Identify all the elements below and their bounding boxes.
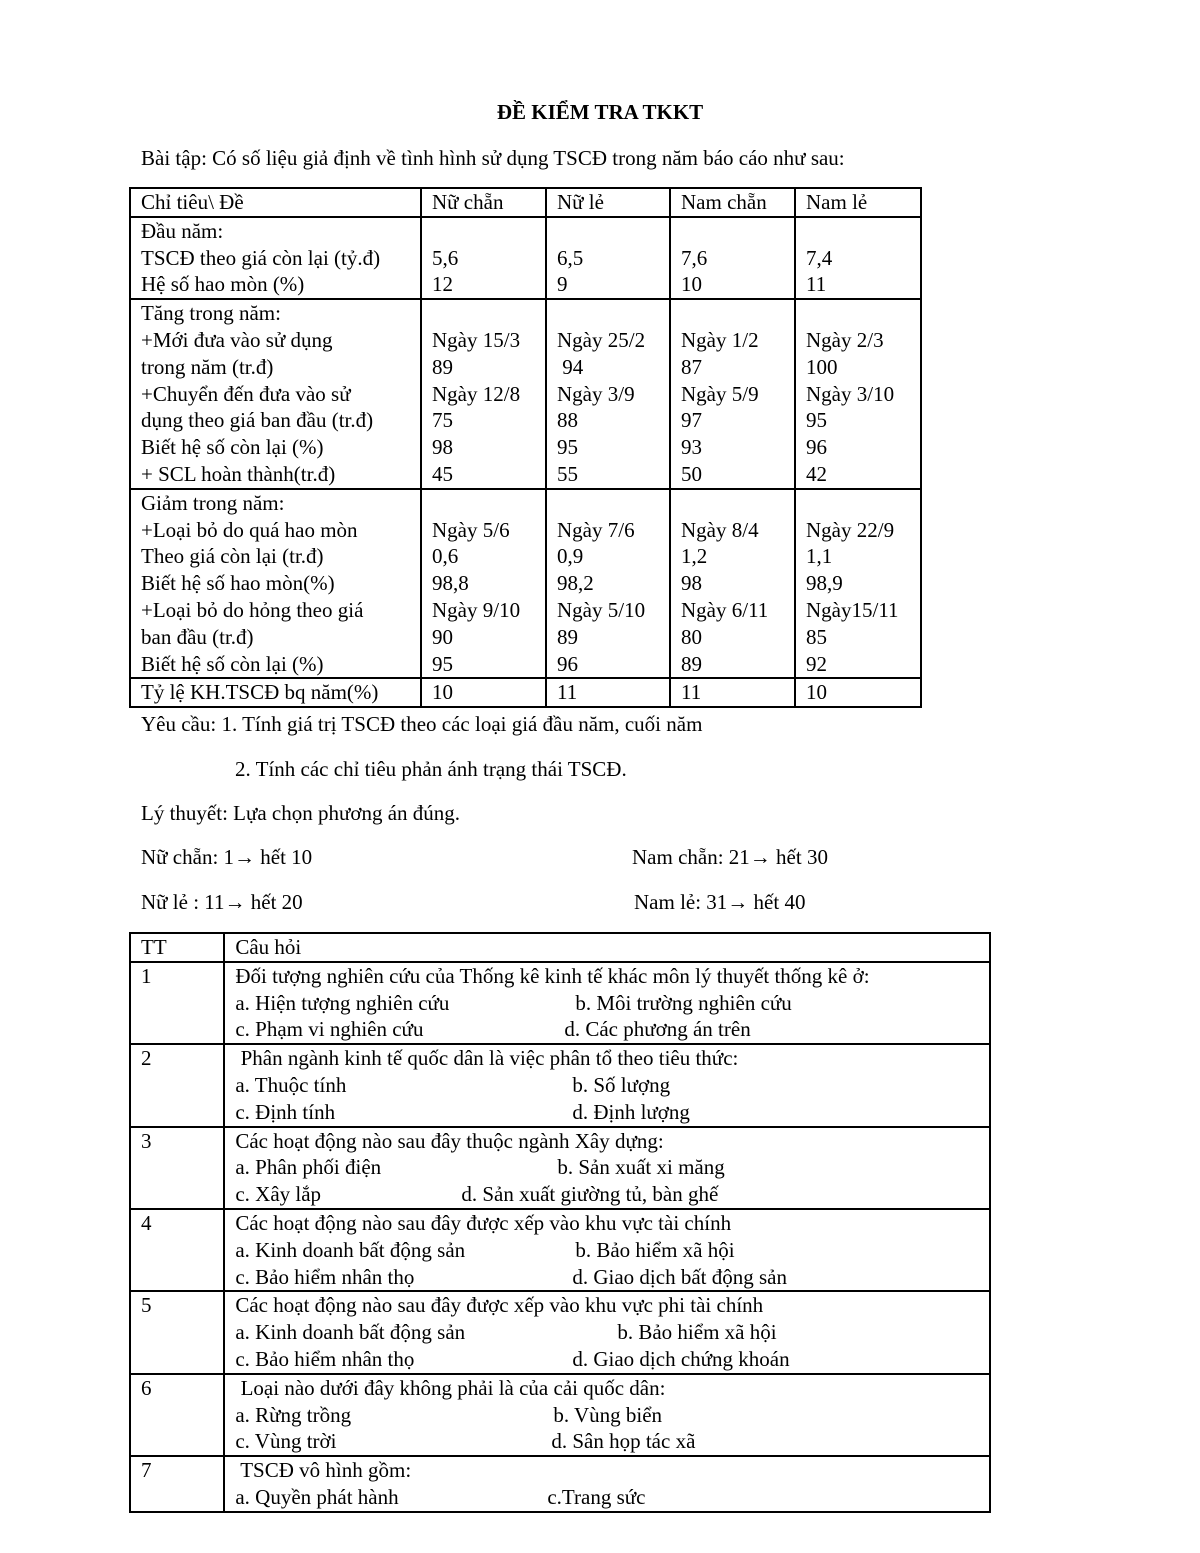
requirement-1: Yêu cầu: 1. Tính giá trị TSCĐ theo các loại giá đầu năm, cuối năm [141,712,703,736]
range-nam-chan: Nam chẵn: 21→ hết 30 [632,845,828,869]
table-header-row [130,188,921,217]
option-line [235,1099,989,1126]
option-line [235,1402,989,1429]
option-b: b. Sản xuất xi măng [557,1155,725,1180]
option-line [235,1016,989,1043]
option-a: a. Phân phối điện [235,1155,382,1180]
option-line [235,1428,989,1455]
option-a: a. Quyền phát hành [235,1484,399,1509]
option-line [235,1484,989,1511]
option-a: a. Rừng trồng [235,1402,352,1427]
option-c: c. Bảo hiểm nhân thọ [235,1346,415,1371]
table-header-row [130,933,990,962]
option-d: d. Sân họp tác xã [551,1429,696,1454]
question-content [224,962,990,1044]
table-row [130,299,921,489]
value-cell: Ngày 8/4 1,2 98 Ngày 6/11 80 89 [670,489,795,679]
question-content [224,1044,990,1126]
option-a: a. Kinh doanh bất động sản [235,1237,466,1262]
range-nu-le: Nữ lẻ : 11→ hết 20 [141,890,303,914]
option-c: c. Bảo hiểm nhân thọ [235,1264,415,1289]
option-a: a. Thuộc tính [235,1072,347,1097]
page-title: ĐỀ KIỂM TRA TKKT [496,100,704,124]
value-cell: 7,4 11 [795,217,921,299]
label-line: TSCĐ theo giá còn lại (tỷ.đ) [141,245,381,270]
option-b: b. Số lượng [572,1072,671,1097]
question-number: 1 [130,962,224,1044]
option-b: b. Bảo hiểm xã hội [617,1320,777,1345]
question-text: Các hoạt động nào sau đây được xếp vào khu vực tài chính [235,1210,732,1235]
table-row [130,217,921,299]
option-line [235,1264,989,1291]
question-row [130,962,990,1044]
question-row [130,1127,990,1209]
question-table [129,932,991,1513]
row-label: Tỷ lệ KH.TSCĐ bq năm(%) [130,678,421,707]
option-a: a. Kinh doanh bất động sản [235,1320,466,1345]
header-cell: Nam lẻ [795,188,921,217]
question-number: 6 [130,1374,224,1456]
requirement-2: 2. Tính các chỉ tiêu phản ánh trạng thái TSCĐ. [235,757,627,781]
option-b: b. Vùng biển [553,1402,663,1427]
option-line [235,1181,989,1208]
header-cell: Chỉ tiêu\ Đề [130,188,421,217]
option-c: c. Vùng trời [235,1429,337,1454]
option-c: c. Phạm vi nghiên cứu [235,1017,424,1042]
range-nam-le: Nam lẻ: 31→ hết 40 [634,890,806,914]
value-cell: 10 [795,678,921,707]
intro-text: Bài tập: Có số liệu giả định về tình hình sử dụng TSCĐ trong năm báo cáo như sau: [141,146,845,170]
value-cell: Ngày 15/3 89 Ngày 12/8 75 98 45 [421,299,546,489]
question-number: 5 [130,1291,224,1373]
option-c: c. Định tính [235,1099,336,1124]
question-number: 4 [130,1209,224,1291]
question-number: 3 [130,1127,224,1209]
value-cell: 6,5 9 [546,217,670,299]
option-d: d. Định lượng [572,1099,690,1124]
table-row [130,489,921,679]
question-text: TSCĐ vô hình gồm: [235,1458,412,1483]
question-content [224,1209,990,1291]
question-text: Đối tượng nghiên cứu của Thống kê kinh tế khác môn lý thuyết thống kê ở: [235,963,870,988]
question-content [224,1291,990,1373]
value-cell: 11 [546,678,670,707]
question-row [130,1209,990,1291]
value-cell: 7,6 10 [670,217,795,299]
value-cell: Ngày 7/6 0,9 98,2 Ngày 5/10 89 96 [546,489,670,679]
option-line [235,1319,989,1346]
question-number: 7 [130,1456,224,1512]
header-cell: TT [130,933,224,962]
question-content [224,1127,990,1209]
option-b: b. Môi trường nghiên cứu [575,990,792,1015]
row-label [130,217,421,299]
header-cell: Câu hỏi [224,933,990,962]
theory-text: Lý thuyết: Lựa chọn phương án đúng. [141,801,461,825]
label-line: Đầu năm: [141,218,224,243]
question-number: 2 [130,1044,224,1126]
option-line [235,990,989,1017]
question-row [130,1374,990,1456]
row-label: Tăng trong năm: +Mới đưa vào sử dụng trong năm (tr.đ) +Chuyển đến đưa vào sử dụng theo giá ban đầu (tr.đ) Biết hệ số còn lại (%) + SCL hoàn thành(tr.đ) [130,299,421,489]
question-text: Phân ngành kinh tế quốc dân là việc phân tổ theo tiêu thức: [235,1046,739,1071]
value-cell: Ngày 2/3 100 Ngày 3/10 95 96 42 [795,299,921,489]
option-d: d. Giao dịch chứng khoán [572,1346,790,1371]
option-c: c. Xây lắp [235,1182,322,1207]
question-row [130,1291,990,1373]
option-b: b. Bảo hiểm xã hội [575,1237,735,1262]
range-nu-chan: Nữ chẵn: 1→ hết 10 [141,845,313,869]
option-line [235,1072,989,1099]
question-content [224,1374,990,1456]
option-line [235,1237,989,1264]
value-cell: Ngày 5/6 0,6 98,8 Ngày 9/10 90 95 [421,489,546,679]
option-d: d. Sản xuất giường tủ, bàn ghế [461,1182,719,1207]
header-cell: Nữ lẻ [546,188,670,217]
header-cell: Nam chẵn [670,188,795,217]
value-cell: Ngày 25/2 94 Ngày 3/9 88 95 55 [546,299,670,489]
header-cell: Nữ chẵn [421,188,546,217]
row-label: Giảm trong năm: +Loại bỏ do quá hao mòn Theo giá còn lại (tr.đ) Biết hệ số hao mòn(%) +Loại bỏ do hỏng theo giá ban đầu (tr.đ) Biết hệ số còn lại (%) [130,489,421,679]
option-d: d. Giao dịch bất động sản [572,1264,787,1289]
question-text: Các hoạt động nào sau đây thuộc ngành Xây dựng: [235,1128,664,1153]
option-b: c.Trang sức [547,1484,646,1509]
label-line: Hệ số hao mòn (%) [141,272,305,297]
table-row [130,678,921,707]
option-a: a. Hiện tượng nghiên cứu [235,990,450,1015]
question-row [130,1456,990,1512]
value-cell: 11 [670,678,795,707]
option-d: d. Các phương án trên [564,1017,751,1042]
value-cell: Ngày 22/9 1,1 98,9 Ngày15/11 85 92 [795,489,921,679]
option-line [235,1154,989,1181]
question-text: Loại nào dưới đây không phải là của cải quốc dân: [235,1375,666,1400]
question-text: Các hoạt động nào sau đây được xếp vào khu vực phi tài chính [235,1293,764,1318]
question-content [224,1456,990,1512]
option-line [235,1346,989,1373]
value-cell: 5,6 12 [421,217,546,299]
fixed-asset-data-table [129,187,922,708]
question-row [130,1044,990,1126]
value-cell: Ngày 1/2 87 Ngày 5/9 97 93 50 [670,299,795,489]
value-cell: 10 [421,678,546,707]
